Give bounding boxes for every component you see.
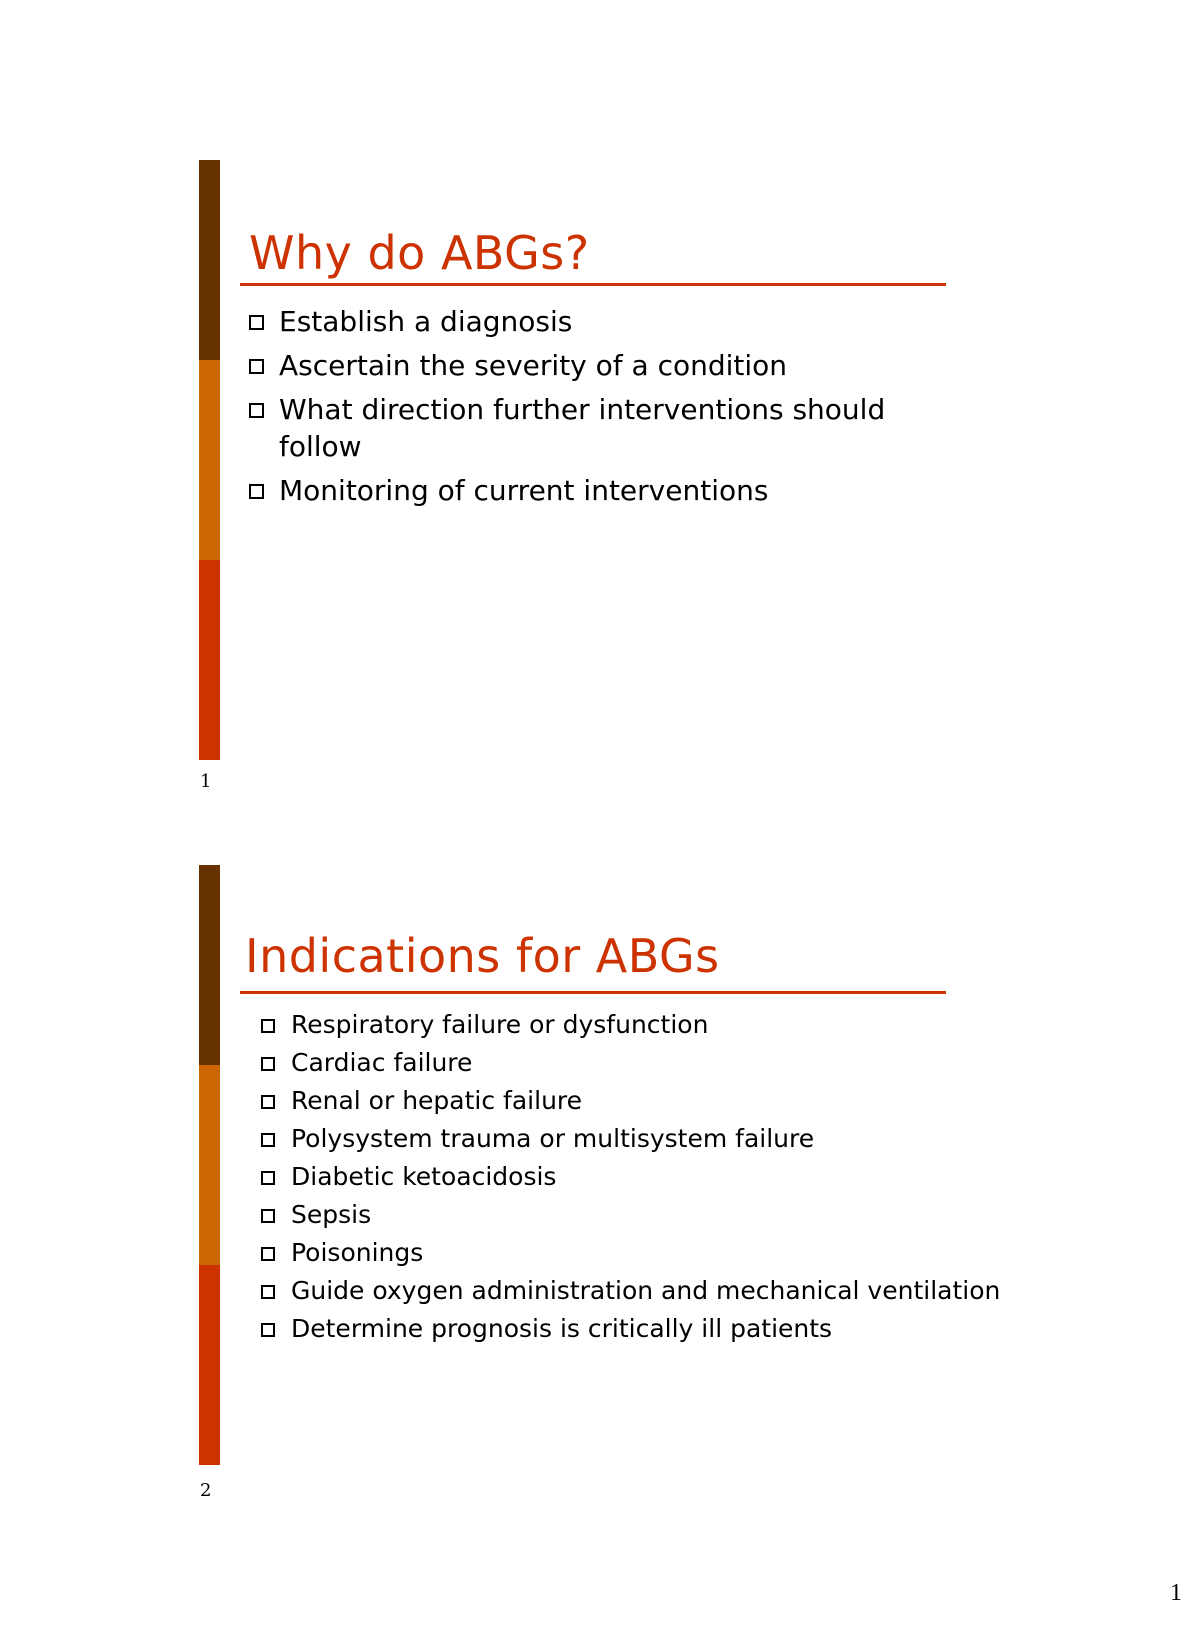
slide-title: Indications for ABGs xyxy=(245,929,720,983)
list-item xyxy=(261,1196,1001,1234)
list-item xyxy=(249,391,949,465)
title-underline xyxy=(240,283,946,286)
list-item-text: Diabetic ketoacidosis xyxy=(291,1162,557,1191)
list-item-text: Cardiac failure xyxy=(291,1048,473,1077)
square-bullet-icon xyxy=(261,1019,275,1033)
accent-bar-top xyxy=(199,865,220,1065)
square-bullet-icon xyxy=(261,1057,275,1071)
list-item xyxy=(261,1272,1001,1310)
slide-2 xyxy=(0,700,1200,1500)
list-item xyxy=(261,1006,1001,1044)
accent-bar-top xyxy=(199,160,220,360)
page-number: 1 xyxy=(1170,1580,1182,1606)
bullet-list xyxy=(261,1006,1001,1348)
list-item xyxy=(249,472,949,509)
square-bullet-icon xyxy=(261,1285,275,1299)
slide-number: 1 xyxy=(200,771,212,792)
square-bullet-icon xyxy=(249,484,264,499)
list-item xyxy=(261,1044,1001,1082)
list-item xyxy=(261,1158,1001,1196)
list-item-text: Sepsis xyxy=(291,1200,372,1229)
slide-1 xyxy=(0,0,1200,800)
list-item-text: Establish a diagnosis xyxy=(279,305,573,338)
list-item xyxy=(261,1082,1001,1120)
list-item xyxy=(261,1234,1001,1272)
accent-bar-middle xyxy=(199,360,220,560)
list-item-text: Respiratory failure or dysfunction xyxy=(291,1010,709,1039)
square-bullet-icon xyxy=(261,1171,275,1185)
list-item xyxy=(261,1120,1001,1158)
square-bullet-icon xyxy=(261,1247,275,1261)
list-item-text: Polysystem trauma or multisystem failure xyxy=(291,1124,815,1153)
accent-bar xyxy=(199,865,220,1465)
accent-bar-middle xyxy=(199,1065,220,1265)
list-item xyxy=(249,303,949,340)
slide-number: 2 xyxy=(200,1480,212,1501)
list-item-text: Poisonings xyxy=(291,1238,424,1267)
square-bullet-icon xyxy=(261,1323,275,1337)
list-item-text: Renal or hepatic failure xyxy=(291,1086,583,1115)
list-item xyxy=(261,1310,1001,1348)
accent-bar xyxy=(199,160,220,760)
list-item-text: Determine prognosis is critically ill patients xyxy=(291,1314,833,1343)
square-bullet-icon xyxy=(261,1133,275,1147)
square-bullet-icon xyxy=(261,1095,275,1109)
square-bullet-icon xyxy=(249,359,264,374)
square-bullet-icon xyxy=(249,403,264,418)
square-bullet-icon xyxy=(249,315,264,330)
list-item-text: Ascertain the severity of a condition xyxy=(279,349,788,382)
accent-bar-bottom xyxy=(199,1265,220,1465)
slide-title: Why do ABGs? xyxy=(249,226,590,280)
list-item-text: Monitoring of current interventions xyxy=(279,474,769,507)
bullet-list xyxy=(249,303,949,516)
title-underline xyxy=(240,991,946,994)
square-bullet-icon xyxy=(261,1209,275,1223)
list-item-text: What direction further interventions should follow xyxy=(279,393,886,463)
list-item-text: Guide oxygen administration and mechanical ventilation xyxy=(291,1276,1001,1305)
list-item xyxy=(249,347,949,384)
